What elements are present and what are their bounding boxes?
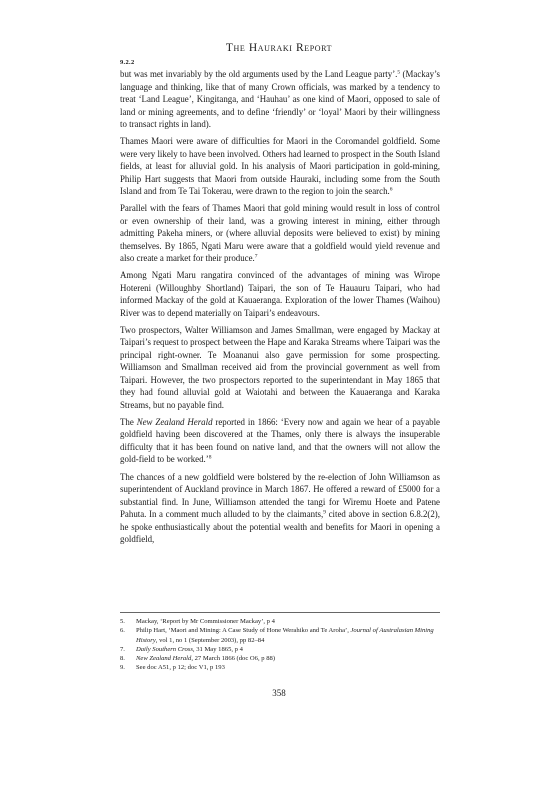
paragraph xyxy=(120,416,440,466)
footnote-number: 8. xyxy=(120,655,125,663)
paragraph xyxy=(120,202,440,265)
footnote xyxy=(120,663,440,672)
body-text xyxy=(120,68,440,550)
text-run: Among Ngati Maru rangatira convinced of the advantages of mining was Wirope Hotereni (Willoughby Shortland) Taipari, the son of Te Hauauru Taipari, who had informed Mackay of the gold at Kauaeranga. Exploration of the lower Thames (Waihou) River was to depend materially on Taipari’s endeavours. xyxy=(120,270,440,318)
text-run: New Zealand Herald xyxy=(136,655,192,663)
text-run: Thames Maori were aware of difficulties for Maori in the Coromandel goldfield. Some were very likely to have been involved. Others had learned to prospect in the South Island fields, at least for alluvial gold. In his analysis of Maori participation in gold-mining, Philip Hart suggests that Maori from outside Hauraki, including some from the South Island and from Te Tai Tokerau, were drawn to the region to join the search. xyxy=(120,136,440,197)
text-run: Mackay, ‘Report by Mr Commissioner Mackay’, p 4 xyxy=(136,618,275,625)
paragraph xyxy=(120,269,440,319)
paragraph xyxy=(120,135,440,198)
text-run: (Mackay’s language and thinking, like that of many Crown officials, was marked by a tendency to treat ‘Land League’, Kingitanga, and ‘Hauhau’ as one kind of Maori, opposed to sale of land or mining agreements, and to define ‘friendly’ or ‘loyal’ Maori by their willingness to transact rights in land). xyxy=(120,69,440,129)
footnote-number: 7. xyxy=(120,645,125,653)
paragraph xyxy=(120,68,440,131)
text-run: , vol 1, no 1 (September 2003), pp 82–84 xyxy=(155,636,265,644)
footnote-rule xyxy=(120,612,440,613)
paragraph xyxy=(120,471,440,546)
text-run: Two prospectors, Walter Williamson and James Smallman, were engaged by Mackay at Taipari’s request to prospect between the Hape and Karaka Streams where Taipari was the principal right-owner. Te Moananui also gave permission for some prospecting. Williamson and Smallman received aid from the provincial government as well from Taipari. However, the two prospectors reported to the superintendant in May 1865 that they had found alluvial gold at Waiotahi and between the Kauaeranga and Karaka Streams, but no payable find. xyxy=(120,324,440,410)
footnote-ref: 6 xyxy=(389,186,393,193)
text-run: but was met invariably by the old arguments used by the Land League party’. xyxy=(120,69,398,79)
footnote-ref: 5 xyxy=(397,69,401,76)
footnote-number: 6. xyxy=(120,627,125,635)
text-run: reported in 1866: ‘Every now and again we hear of a payable goldfield having been discovered at the Thames, only there is always the insuperable difficulty that it has been found on native land, and that the owners will not allow the gold-field to be worked.’ xyxy=(120,416,440,465)
section-number: 9.2.2 xyxy=(120,59,135,66)
running-header: The Hauraki Report xyxy=(225,42,333,54)
text-run: , 27 March 1866 (doc O6, p 88) xyxy=(191,655,276,663)
text-run: The chances of a new goldfield were bolstered by the re-election of John Williamson as superintendent of Auckland province in March 1867. He offered a reward of £5000 for a substantial find. In June, Williamson attended the tangi for Wiremu Hoete and Patene Pahuta. In a comment much alluded to by the claimants, xyxy=(120,471,440,520)
footnotes xyxy=(120,617,440,673)
footnote-number: 5. xyxy=(120,618,125,625)
paragraph xyxy=(120,324,440,412)
text-run: Daily Southern Cross xyxy=(136,645,193,653)
footnote xyxy=(120,654,440,663)
text-run: The xyxy=(120,416,137,427)
footnote-ref: 9 xyxy=(323,509,326,516)
text-run: , 31 May 1865, p 4 xyxy=(192,645,243,653)
footnote-ref: 7 xyxy=(254,253,258,260)
page-number: 358 xyxy=(272,688,286,698)
text-run: See doc A51, p 12; doc V1, p 193 xyxy=(136,664,225,672)
footnote-ref: 8 xyxy=(208,454,212,461)
footnote-number: 9. xyxy=(120,664,125,672)
text-run: Parallel with the fears of Thames Maori that gold mining would result in loss of control or even ownership of their land, was a growing interest in mining, either through admitting Pakeha miners, or (where alluvial deposits were believed to exist) by mining themselves. By 1865, Ngati Maru were aware that a goldfield would yield revenue and also create a market for their produce. xyxy=(120,203,440,264)
text-run: Philip Hart, ‘Maori and Mining: A Case Study of Hone Werahiko and Te Aroha’, xyxy=(136,627,351,635)
footnote xyxy=(120,617,440,626)
footnote xyxy=(120,626,440,645)
text-run: cited above in section 6.8.2(2), he spoke enthusiastically about the potential wealth and benefits for Maori in opening a goldfield, xyxy=(120,509,440,545)
footnote xyxy=(120,645,440,654)
text-run: New Zealand Herald xyxy=(136,416,213,427)
text-run: Journal of Australasian Mining History xyxy=(136,627,434,644)
